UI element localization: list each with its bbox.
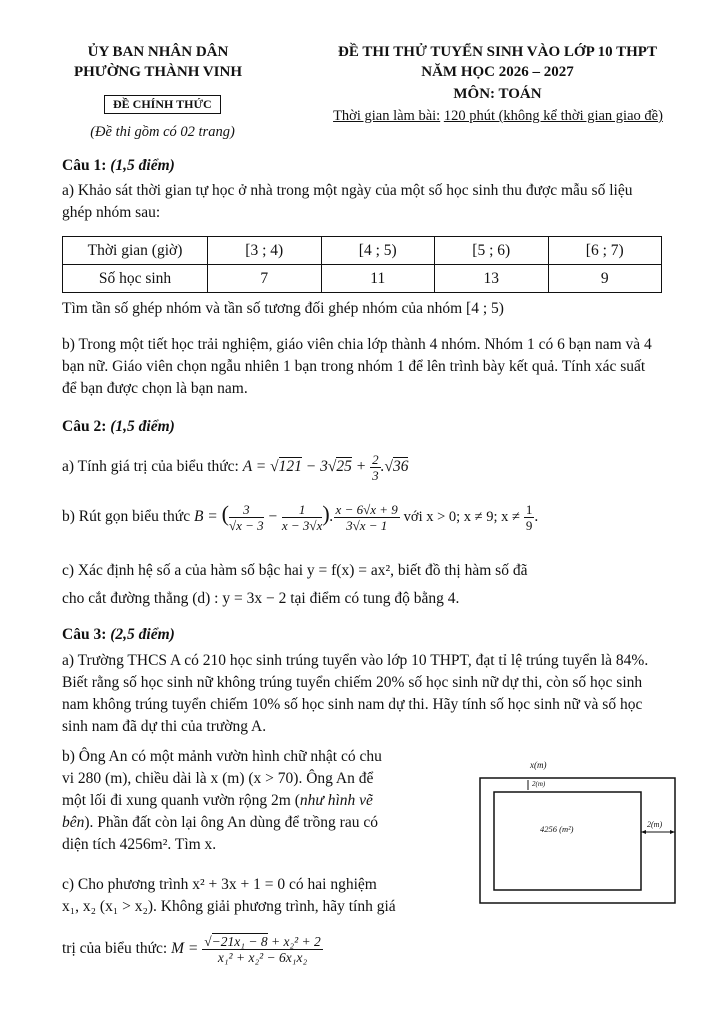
time-label: Thời gian làm bài: [333,108,441,124]
school-year: NĂM HỌC 2026 – 2027 [421,64,574,80]
q3-b-line-1: b) Ông An có một mảnh vườn hình chữ nhật có chu [62,748,382,765]
pages-note: (Đề thi gồm có 02 trang) [90,124,235,140]
q2-a-text: a) Tính giá trị của biểu thức: [62,458,239,476]
figure-area-label: 4256 (m²) [540,824,574,834]
garden-diagram [470,760,685,910]
inner-rect [494,792,641,890]
q3-c-line-2: x₁, x₂ (x₁ > x₂). Không giải phương trình, hãy tính giá [62,898,396,915]
b-line-4-text: ). Phần đất còn lại ông An dùng để trồng rau có [84,814,378,831]
table-cell: [4 ; 5) [321,237,435,265]
frequency-table [62,236,662,293]
cond-fraction: $\frac{1}{9}$ [525,502,533,533]
q3-c-expression [62,934,323,965]
q1-points: (1,5 điểm) [110,157,175,174]
q3-b [62,746,462,856]
q1-a-intro: a) Khảo sát thời gian tự học ở nhà trong một ngày của một số học sinh thu được mẫu số liệu ghép nhóm sau: [62,182,633,221]
table-cell: [5 ; 6) [435,237,549,265]
q3-c-line-1: c) Cho phương trình x² + 3x + 1 = 0 có hai nghiệm [62,876,377,893]
q3-c-line-3: trị của biểu thức: [62,940,168,958]
q2-b-text: b) Rút gọn biểu thức [62,508,191,526]
q3-a-text: a) Trường THCS A có 210 học sinh trúng tuyển vào lớp 10 THPT, đạt tỉ lệ trúng tuyển là 84%. Biết rằng số học sinh nữ không trúng tuyển chiếm 20% số học sinh nữ dự thi, còn số học sinh nam không trúng tuyển chiếm 10% số học sinh nam dự thi. Hãy tính số học sinh nữ và số học sinh nam đã dự thi của trường A. [62,652,649,735]
b-line-4-italic: bên [62,814,85,831]
q1-heading [62,155,175,177]
table-cell: 13 [435,265,549,293]
q3-c [62,874,462,918]
figure-gap-label: 2(m) [647,820,663,829]
q1-a-task: Tìm tần số ghép nhóm và tần số tương đối ghép nhóm của nhóm [4 ; 5) [62,300,504,317]
exam-title: ĐỀ THI THỬ TUYỂN SINH VÀO LỚP 10 THPT [338,44,657,60]
b-line-3-italic: như hình vẽ [299,792,373,809]
q1-title: Câu 1: [62,157,107,174]
outer-rect [480,778,675,903]
time-value: 120 phút (không kể thời gian giao đề) [443,108,663,124]
q2-c-line-2: cho cắt đường thẳng (d) : y = 3x − 2 tại điểm có tung độ bằng 4. [62,590,460,607]
q1-b-text: b) Trong một tiết học trải nghiệm, giáo viên chia lớp thành 4 nhóm. Nhóm 1 có 6 bạn nam và 4 bạn nữ. Giáo viên chọn ngẫu nhiên 1 bạn trong nhóm 1 để lên trình bày kết quả. Tính xác suất để bạn được chọn là bạn nam. [62,336,652,397]
table-cell: 11 [321,265,435,293]
table-cell: Thời gian (giờ) [63,237,208,265]
time-info [298,108,698,125]
q3-b-line-3 [62,790,462,812]
table-cell: [3 ; 4) [208,237,322,265]
table-cell: 7 [208,265,322,293]
official-label: ĐỀ CHÍNH THỨC [104,95,221,114]
q2-c-line-1: c) Xác định hệ số a của hàm số bậc hai y = f(x) = ax², biết đồ thị hàm số đã [62,562,528,579]
q2-title: Câu 2: [62,418,107,435]
q2-points: (1,5 điểm) [110,418,175,435]
expression-b: B = ( $\frac{3}{√x - 3}$ − $\frac{1}{x - 3√x}$ ). $\frac{x - 6√x + 9}{3√x - 1}$ [193,501,398,533]
q3-heading [62,624,175,646]
table-row [63,265,662,293]
table-cell: 9 [548,265,662,293]
q3-b-line-5: diện tích 4256m². Tìm x. [62,836,217,853]
q3-b-line-2: vi 280 (m), chiều dài là x (m) (x > 70). Ông An để [62,770,374,787]
garden-figure [470,760,685,910]
subject: MÔN: TOÁN [453,86,542,102]
table-row [63,237,662,265]
figure-top-label: x(m) [530,760,547,770]
expression-a: A = √121 − 3√25 + $\frac{2}{3}$ .√36 [242,452,409,483]
expression-m: M = $\frac{\text{√−21x₁ − 8 + x₂² + 2}}{\text{x₁² + x₂² − 6x₁x₂}}$ [171,934,321,965]
table-cell: Số học sinh [63,265,208,293]
q2-heading [62,416,175,438]
authority-line-2: PHƯỜNG THÀNH VINH [73,64,243,80]
q2-a [62,452,408,483]
table-cell: [6 ; 7) [548,237,662,265]
b-line-3-text: một lối đi xung quanh vườn rộng 2m ( [62,792,300,809]
figure-side-label: 2(m) [532,780,546,788]
q3-points: (2,5 điểm) [110,626,175,643]
q2-b: b) Rút gọn biểu thức B = ( $\frac{3}{√x - 3}$ − $\frac{1}{x - 3√x}$ ). $\frac{x - 6√x + 9}{3√x - 1}$ với x > 0; x ≠ 9; x ≠ $\frac{1}{9}$ . [62,501,539,533]
q2-b-cond: với x > 0; x ≠ 9; x ≠ [403,509,521,526]
q3-b-line-4 [62,812,462,834]
q3-title: Câu 3: [62,626,107,643]
authority-line-1: ỦY BAN NHÂN DÂN [87,44,229,60]
